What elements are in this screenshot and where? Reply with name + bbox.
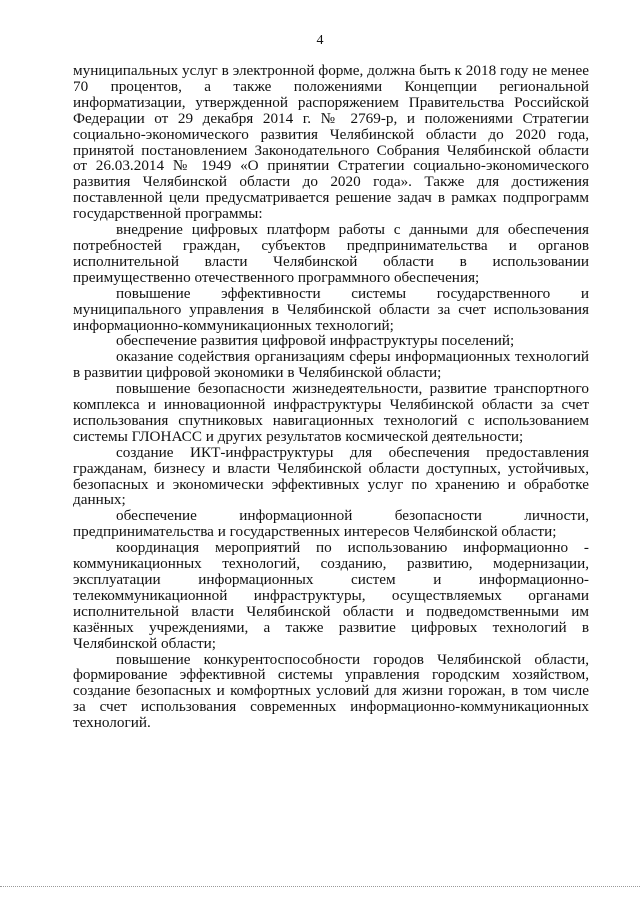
- paragraph-task-digital-platforms: внедрение цифровых платформ работы с данными для обеспечения потребностей граждан, субъектов предпринимательства и органов исполнительной власти Челябинской области в использовании преимущественно отечественного программного обеспечения;: [73, 221, 589, 286]
- paragraph-task-coordination: координация мероприятий по использованию информационно - коммуникационных технологий, созданию, развитию, модернизации, эксплуатации информационных систем и информационно-телекоммуникационной инфраструктуры, осуществляемых органами исполнительной власти Челябинской области и подведомственными им казённых учреждениями, а также развитие цифровых технологий в Челябинской области;: [73, 539, 589, 652]
- paragraph-task-ict-infrastructure: создание ИКТ-инфраструктуры для обеспечения предоставления гражданам, бизнесу и власти Челябинской области доступных, устойчивых, безопасных и экономически эффективных услуг по хранению и обработке данных;: [73, 443, 589, 509]
- paragraph-task-city-competitiveness: повышение конкурентоспособности городов Челябинской области, формирование эффективной системы управления городским хозяйством, создание безопасных и комфортных условий для жизни горожан, в том числе за счет использования современных информационно-коммуникационных технологий.: [73, 650, 589, 732]
- paragraph-task-digital-infrastructure: обеспечение развития цифровой инфраструктуры поселений;: [116, 332, 515, 350]
- paragraph-task-it-organizations: оказание содействия организациям сферы информационных технологий в развитии цифровой экономики в Челябинской области;: [73, 348, 589, 382]
- page-number: 4: [316, 33, 324, 48]
- paragraph-task-safety-glonass: повышение безопасности жизнедеятельности, развитие транспортного комплекса и инновационной инфраструктуры Челябинской области за счет использования спутниковых навигационных технологий с использованием системы ГЛОНАСС и других результатов космической деятельности;: [73, 380, 589, 445]
- page-bottom-rule: [0, 886, 640, 887]
- paragraph-continuation: муниципальных услуг в электронной форме, должна быть к 2018 году не менее 70 процентов, а также положениями Концепции региональной информатизации, утвержденной распоряжением Правительства Российской Федерации от 29 декабря 2014 г. № 2769-р, и положениями Стратегии социально-экономического развития Челябинской области до 2020 года, принятой постановлением Законодательного Собрания Челябинской области от 26.03.2014 № 1949 «О принятии Стратегии социально-экономического развития Челябинской области до 2020 года». Также для достижения поставленной цели предусматривается решение задач в рамках подпрограмм государственной программы:: [73, 62, 589, 223]
- document-body: [73, 63, 589, 731]
- paragraph-task-management-efficiency: повышение эффективности системы государственного и муниципального управления в Челябинской области за счет использования информационно-коммуникационных технологий;: [73, 284, 589, 334]
- paragraph-task-information-security: обеспечение информационной безопасности личности, предпринимательства и государственных интересов Челябинской области;: [73, 507, 589, 541]
